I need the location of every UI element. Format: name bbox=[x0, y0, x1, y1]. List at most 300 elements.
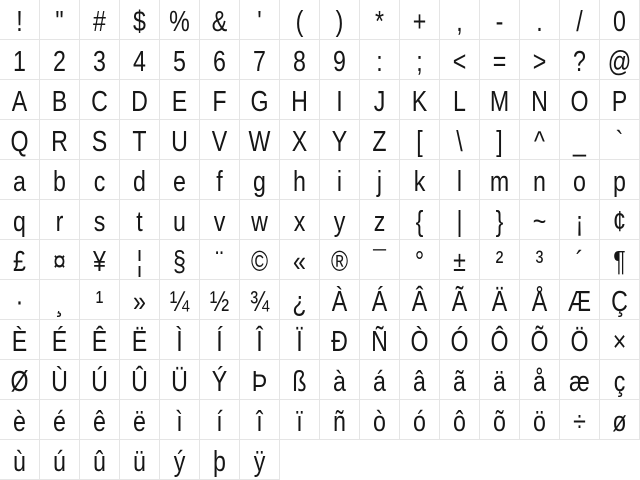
glyph-cell[interactable] bbox=[320, 0, 360, 40]
glyph-cell[interactable] bbox=[240, 80, 280, 120]
glyph-cell[interactable] bbox=[200, 160, 240, 200]
glyph-cell[interactable] bbox=[440, 120, 480, 160]
glyph: i bbox=[336, 166, 343, 198]
glyph-cell[interactable] bbox=[40, 440, 80, 480]
glyph: H bbox=[291, 86, 308, 118]
glyph: ³ bbox=[535, 246, 544, 278]
glyph: ÷ bbox=[573, 406, 586, 438]
glyph-cell[interactable] bbox=[40, 280, 80, 320]
glyph-cell[interactable] bbox=[320, 160, 360, 200]
glyph-row bbox=[0, 120, 640, 160]
glyph-cell[interactable] bbox=[120, 400, 160, 440]
glyph-cell[interactable] bbox=[600, 200, 640, 240]
glyph: . bbox=[536, 6, 543, 38]
glyph-cell[interactable] bbox=[520, 80, 560, 120]
glyph-cell[interactable] bbox=[200, 360, 240, 400]
glyph-cell[interactable] bbox=[520, 320, 560, 360]
glyph: q bbox=[13, 206, 26, 238]
glyph: v bbox=[213, 206, 226, 238]
glyph: à bbox=[333, 366, 346, 398]
glyph-cell[interactable] bbox=[40, 360, 80, 400]
glyph-cell[interactable] bbox=[240, 120, 280, 160]
glyph-cell[interactable] bbox=[0, 280, 40, 320]
glyph: e bbox=[173, 166, 186, 198]
glyph-cell[interactable] bbox=[480, 200, 520, 240]
glyph: Ã bbox=[451, 286, 468, 318]
glyph-cell[interactable] bbox=[80, 80, 120, 120]
glyph-cell[interactable] bbox=[120, 0, 160, 40]
glyph-cell[interactable] bbox=[320, 240, 360, 280]
glyph-cell[interactable] bbox=[0, 80, 40, 120]
glyph: ö bbox=[533, 406, 546, 438]
glyph-cell[interactable] bbox=[120, 360, 160, 400]
glyph: 9 bbox=[333, 46, 346, 78]
glyph-cell[interactable] bbox=[440, 320, 480, 360]
glyph: ² bbox=[495, 246, 504, 278]
glyph: 4 bbox=[133, 46, 146, 78]
glyph: ÿ bbox=[253, 446, 266, 478]
glyph-cell[interactable] bbox=[160, 400, 200, 440]
glyph: § bbox=[173, 246, 186, 278]
glyph-cell[interactable] bbox=[480, 80, 520, 120]
glyph-cell[interactable] bbox=[360, 80, 400, 120]
glyph: ¿ bbox=[292, 286, 307, 318]
glyph-cell[interactable] bbox=[560, 400, 600, 440]
glyph: æ bbox=[569, 366, 590, 398]
glyph: C bbox=[91, 86, 108, 118]
glyph: % bbox=[169, 6, 190, 38]
glyph-cell[interactable] bbox=[200, 320, 240, 360]
glyph-cell[interactable] bbox=[280, 40, 320, 80]
glyph-cell[interactable] bbox=[120, 200, 160, 240]
glyph: d bbox=[133, 166, 146, 198]
glyph: £ bbox=[13, 246, 26, 278]
glyph: Õ bbox=[530, 326, 549, 358]
glyph-cell[interactable] bbox=[400, 80, 440, 120]
glyph-cell[interactable] bbox=[440, 400, 480, 440]
glyph-cell[interactable] bbox=[560, 200, 600, 240]
glyph-cell[interactable] bbox=[80, 400, 120, 440]
glyph: O bbox=[570, 86, 589, 118]
glyph-cell[interactable] bbox=[360, 400, 400, 440]
glyph-cell[interactable] bbox=[80, 240, 120, 280]
glyph-cell[interactable] bbox=[240, 360, 280, 400]
glyph-cell[interactable] bbox=[480, 240, 520, 280]
glyph-cell[interactable] bbox=[240, 0, 280, 40]
glyph-cell[interactable] bbox=[520, 160, 560, 200]
glyph-cell[interactable] bbox=[360, 120, 400, 160]
glyph: û bbox=[93, 446, 106, 478]
glyph-cell[interactable] bbox=[480, 160, 520, 200]
glyph: L bbox=[453, 86, 466, 118]
glyph: ñ bbox=[333, 406, 346, 438]
glyph: = bbox=[492, 46, 507, 78]
glyph: ¢ bbox=[613, 206, 626, 238]
glyph-cell[interactable] bbox=[160, 280, 200, 320]
glyph-cell[interactable] bbox=[40, 40, 80, 80]
glyph: ù bbox=[13, 446, 26, 478]
glyph-cell[interactable] bbox=[560, 0, 600, 40]
glyph-cell[interactable] bbox=[40, 320, 80, 360]
glyph-cell[interactable] bbox=[80, 160, 120, 200]
glyph-cell[interactable] bbox=[240, 240, 280, 280]
glyph-cell[interactable] bbox=[0, 360, 40, 400]
glyph-cell[interactable] bbox=[560, 40, 600, 80]
glyph-cell[interactable] bbox=[280, 280, 320, 320]
glyph-cell[interactable] bbox=[160, 80, 200, 120]
glyph: ± bbox=[453, 246, 466, 278]
glyph-cell[interactable] bbox=[240, 200, 280, 240]
glyph-cell[interactable] bbox=[120, 320, 160, 360]
glyph: 6 bbox=[213, 46, 226, 78]
glyph: ¯ bbox=[373, 246, 386, 278]
glyph: M bbox=[489, 86, 510, 118]
glyph: w bbox=[251, 206, 268, 238]
glyph-cell[interactable] bbox=[200, 40, 240, 80]
glyph-cell[interactable] bbox=[80, 440, 120, 480]
glyph-cell[interactable] bbox=[40, 240, 80, 280]
glyph-cell[interactable] bbox=[240, 280, 280, 320]
glyph-cell[interactable] bbox=[280, 200, 320, 240]
glyph-row bbox=[0, 360, 640, 400]
glyph: ä bbox=[493, 366, 506, 398]
glyph-cell[interactable] bbox=[240, 40, 280, 80]
glyph-cell[interactable] bbox=[560, 360, 600, 400]
glyph-cell[interactable] bbox=[40, 400, 80, 440]
glyph-cell[interactable] bbox=[320, 40, 360, 80]
glyph: 5 bbox=[173, 46, 186, 78]
glyph-cell[interactable] bbox=[200, 400, 240, 440]
glyph-cell[interactable] bbox=[160, 120, 200, 160]
glyph: # bbox=[93, 6, 106, 38]
glyph-cell[interactable] bbox=[440, 200, 480, 240]
glyph: _ bbox=[573, 126, 586, 158]
glyph: õ bbox=[493, 406, 506, 438]
glyph-cell[interactable] bbox=[480, 120, 520, 160]
glyph-cell[interactable] bbox=[120, 80, 160, 120]
glyph: l bbox=[456, 166, 463, 198]
glyph-cell[interactable] bbox=[200, 80, 240, 120]
glyph: & bbox=[211, 6, 228, 38]
glyph-cell[interactable] bbox=[80, 120, 120, 160]
glyph-cell[interactable] bbox=[120, 120, 160, 160]
glyph-cell[interactable] bbox=[560, 240, 600, 280]
glyph-cell[interactable] bbox=[0, 320, 40, 360]
glyph: c bbox=[93, 166, 106, 198]
glyph: B bbox=[51, 86, 68, 118]
glyph-cell[interactable] bbox=[440, 40, 480, 80]
glyph: a bbox=[13, 166, 26, 198]
glyph: Ø bbox=[10, 366, 29, 398]
glyph: 7 bbox=[253, 46, 266, 78]
glyph: ò bbox=[373, 406, 386, 438]
glyph-cell[interactable] bbox=[120, 440, 160, 480]
glyph: x bbox=[293, 206, 306, 238]
glyph: , bbox=[456, 6, 463, 38]
glyph: Ñ bbox=[371, 326, 388, 358]
glyph: ¨ bbox=[215, 246, 224, 278]
glyph-cell[interactable] bbox=[400, 360, 440, 400]
glyph-cell[interactable] bbox=[560, 320, 600, 360]
glyph-cell[interactable] bbox=[80, 360, 120, 400]
glyph-cell[interactable] bbox=[160, 240, 200, 280]
glyph-cell[interactable] bbox=[40, 80, 80, 120]
glyph-cell[interactable] bbox=[440, 0, 480, 40]
glyph: Ì bbox=[176, 326, 183, 358]
glyph: ¸ bbox=[55, 286, 64, 318]
glyph-cell[interactable] bbox=[520, 200, 560, 240]
glyph-cell[interactable] bbox=[520, 120, 560, 160]
glyph-cell[interactable] bbox=[360, 360, 400, 400]
glyph: þ bbox=[213, 446, 226, 478]
glyph-cell[interactable] bbox=[80, 320, 120, 360]
glyph-cell[interactable] bbox=[520, 40, 560, 80]
glyph-cell[interactable] bbox=[160, 0, 200, 40]
glyph: [ bbox=[416, 126, 423, 158]
glyph: p bbox=[613, 166, 626, 198]
glyph: Å bbox=[531, 286, 548, 318]
glyph-cell[interactable] bbox=[520, 280, 560, 320]
glyph-cell[interactable] bbox=[200, 240, 240, 280]
glyph-cell[interactable] bbox=[320, 200, 360, 240]
glyph-cell[interactable] bbox=[160, 320, 200, 360]
glyph: ó bbox=[413, 406, 426, 438]
glyph-cell[interactable] bbox=[600, 320, 640, 360]
glyph: Í bbox=[216, 326, 223, 358]
glyph-cell[interactable] bbox=[400, 120, 440, 160]
glyph-cell[interactable] bbox=[520, 400, 560, 440]
glyph-cell[interactable] bbox=[360, 280, 400, 320]
glyph: ' bbox=[257, 6, 262, 38]
glyph-cell[interactable] bbox=[360, 0, 400, 40]
glyph-cell[interactable] bbox=[200, 0, 240, 40]
glyph-cell[interactable] bbox=[560, 120, 600, 160]
glyph-cell[interactable] bbox=[0, 400, 40, 440]
glyph-cell[interactable] bbox=[280, 0, 320, 40]
glyph: + bbox=[412, 6, 427, 38]
glyph-cell[interactable] bbox=[160, 440, 200, 480]
glyph-cell[interactable] bbox=[600, 360, 640, 400]
glyph-cell[interactable] bbox=[200, 280, 240, 320]
glyph-cell[interactable] bbox=[280, 120, 320, 160]
glyph-cell[interactable] bbox=[120, 280, 160, 320]
glyph-cell[interactable] bbox=[280, 400, 320, 440]
glyph: N bbox=[531, 86, 548, 118]
glyph-cell[interactable] bbox=[520, 360, 560, 400]
glyph: Ë bbox=[131, 326, 148, 358]
glyph-cell[interactable] bbox=[160, 40, 200, 80]
glyph-cell[interactable] bbox=[600, 0, 640, 40]
glyph: ¡ bbox=[575, 206, 584, 238]
glyph-cell[interactable] bbox=[0, 120, 40, 160]
glyph-cell[interactable] bbox=[320, 400, 360, 440]
glyph-cell[interactable] bbox=[320, 280, 360, 320]
glyph-cell[interactable] bbox=[0, 160, 40, 200]
glyph-cell[interactable] bbox=[480, 400, 520, 440]
glyph-cell[interactable] bbox=[320, 80, 360, 120]
glyph: s bbox=[93, 206, 106, 238]
glyph-cell[interactable] bbox=[600, 240, 640, 280]
glyph-cell[interactable] bbox=[0, 240, 40, 280]
glyph: × bbox=[612, 326, 627, 358]
glyph-cell[interactable] bbox=[600, 120, 640, 160]
glyph-cell[interactable] bbox=[280, 360, 320, 400]
glyph-cell[interactable] bbox=[400, 280, 440, 320]
glyph: ø bbox=[612, 406, 627, 438]
glyph-cell[interactable] bbox=[400, 400, 440, 440]
glyph-cell[interactable] bbox=[240, 320, 280, 360]
glyph-cell[interactable] bbox=[320, 120, 360, 160]
glyph: $ bbox=[133, 6, 146, 38]
glyph: ô bbox=[453, 406, 466, 438]
glyph: © bbox=[250, 246, 269, 278]
glyph-cell[interactable] bbox=[40, 200, 80, 240]
glyph: n bbox=[533, 166, 546, 198]
glyph-cell[interactable] bbox=[240, 440, 280, 480]
glyph-cell[interactable] bbox=[480, 360, 520, 400]
glyph-cell[interactable] bbox=[200, 200, 240, 240]
glyph: I bbox=[336, 86, 343, 118]
glyph-cell[interactable] bbox=[360, 240, 400, 280]
glyph-cell[interactable] bbox=[80, 280, 120, 320]
glyph-cell[interactable] bbox=[280, 160, 320, 200]
glyph-cell[interactable] bbox=[600, 40, 640, 80]
glyph-cell[interactable] bbox=[440, 280, 480, 320]
glyph: ] bbox=[496, 126, 503, 158]
glyph-cell[interactable] bbox=[240, 400, 280, 440]
glyph-cell[interactable] bbox=[160, 160, 200, 200]
glyph-cell[interactable] bbox=[480, 280, 520, 320]
glyph-cell[interactable] bbox=[520, 0, 560, 40]
glyph-cell[interactable] bbox=[0, 0, 40, 40]
glyph-cell[interactable] bbox=[600, 400, 640, 440]
glyph: Ù bbox=[51, 366, 68, 398]
glyph-cell[interactable] bbox=[120, 240, 160, 280]
glyph-cell[interactable] bbox=[200, 120, 240, 160]
glyph: Á bbox=[371, 286, 388, 318]
glyph: ? bbox=[573, 46, 586, 78]
glyph: « bbox=[293, 246, 306, 278]
glyph-cell[interactable] bbox=[440, 240, 480, 280]
glyph: ® bbox=[330, 246, 349, 278]
glyph: Ý bbox=[211, 366, 228, 398]
glyph: » bbox=[133, 286, 146, 318]
glyph: | bbox=[456, 206, 463, 238]
glyph-cell[interactable] bbox=[360, 320, 400, 360]
glyph-cell[interactable] bbox=[360, 200, 400, 240]
glyph: Î bbox=[256, 326, 263, 358]
glyph: ¥ bbox=[93, 246, 106, 278]
glyph-cell[interactable] bbox=[520, 240, 560, 280]
glyph-cell[interactable] bbox=[400, 240, 440, 280]
glyph-cell[interactable] bbox=[560, 80, 600, 120]
glyph-cell[interactable] bbox=[600, 80, 640, 120]
glyph-cell[interactable] bbox=[160, 200, 200, 240]
glyph: ¶ bbox=[613, 246, 626, 278]
glyph-cell[interactable] bbox=[400, 0, 440, 40]
glyph-cell[interactable] bbox=[80, 200, 120, 240]
glyph-row bbox=[0, 320, 640, 360]
glyph-cell[interactable] bbox=[0, 200, 40, 240]
glyph: ß bbox=[292, 366, 307, 398]
glyph: ï bbox=[296, 406, 303, 438]
glyph: f bbox=[216, 166, 223, 198]
glyph-cell[interactable] bbox=[0, 40, 40, 80]
glyph: Æ bbox=[567, 286, 592, 318]
glyph: " bbox=[55, 6, 64, 38]
glyph-cell[interactable] bbox=[400, 200, 440, 240]
glyph-cell[interactable] bbox=[280, 320, 320, 360]
glyph-cell[interactable] bbox=[360, 40, 400, 80]
glyph: b bbox=[53, 166, 66, 198]
glyph: Ä bbox=[491, 286, 508, 318]
glyph-cell[interactable] bbox=[560, 280, 600, 320]
glyph: T bbox=[132, 126, 147, 158]
glyph-cell[interactable] bbox=[120, 40, 160, 80]
glyph: è bbox=[13, 406, 26, 438]
glyph: U bbox=[171, 126, 188, 158]
glyph-cell[interactable] bbox=[440, 80, 480, 120]
glyph: \ bbox=[456, 126, 463, 158]
glyph-cell[interactable] bbox=[360, 160, 400, 200]
glyph-cell[interactable] bbox=[200, 440, 240, 480]
glyph-cell[interactable] bbox=[600, 280, 640, 320]
glyph: í bbox=[216, 406, 223, 438]
glyph-cell[interactable] bbox=[400, 40, 440, 80]
glyph: < bbox=[452, 46, 467, 78]
glyph: Ï bbox=[296, 326, 303, 358]
glyph: Ú bbox=[91, 366, 108, 398]
glyph-cell[interactable] bbox=[400, 320, 440, 360]
glyph-cell[interactable] bbox=[160, 360, 200, 400]
glyph: S bbox=[91, 126, 108, 158]
glyph-cell[interactable] bbox=[240, 160, 280, 200]
glyph-cell[interactable] bbox=[320, 320, 360, 360]
glyph-cell[interactable] bbox=[280, 80, 320, 120]
glyph-cell[interactable] bbox=[80, 40, 120, 80]
glyph-cell[interactable] bbox=[120, 160, 160, 200]
glyph-cell[interactable] bbox=[480, 0, 520, 40]
glyph-cell[interactable] bbox=[560, 160, 600, 200]
glyph-cell[interactable] bbox=[280, 240, 320, 280]
glyph: ë bbox=[133, 406, 146, 438]
glyph-cell[interactable] bbox=[40, 120, 80, 160]
glyph-cell[interactable] bbox=[480, 40, 520, 80]
glyph: á bbox=[373, 366, 386, 398]
glyph: Ü bbox=[171, 366, 188, 398]
glyph-cell[interactable] bbox=[320, 360, 360, 400]
glyph: Ç bbox=[611, 286, 628, 318]
glyph: ¾ bbox=[249, 286, 270, 318]
glyph: { bbox=[415, 206, 424, 238]
glyph: D bbox=[131, 86, 148, 118]
glyph-cell[interactable] bbox=[440, 360, 480, 400]
glyph-cell[interactable] bbox=[440, 160, 480, 200]
glyph-cell[interactable] bbox=[0, 440, 40, 480]
glyph-cell[interactable] bbox=[40, 0, 80, 40]
glyph: ê bbox=[93, 406, 106, 438]
glyph-cell[interactable] bbox=[40, 160, 80, 200]
glyph: ) bbox=[335, 6, 344, 38]
glyph: 2 bbox=[53, 46, 66, 78]
glyph-cell[interactable] bbox=[400, 160, 440, 200]
glyph: ° bbox=[414, 246, 425, 278]
glyph: ã bbox=[453, 366, 466, 398]
glyph-cell[interactable] bbox=[600, 160, 640, 200]
glyph-cell[interactable] bbox=[480, 320, 520, 360]
glyph: ç bbox=[613, 366, 626, 398]
glyph-cell[interactable] bbox=[80, 0, 120, 40]
